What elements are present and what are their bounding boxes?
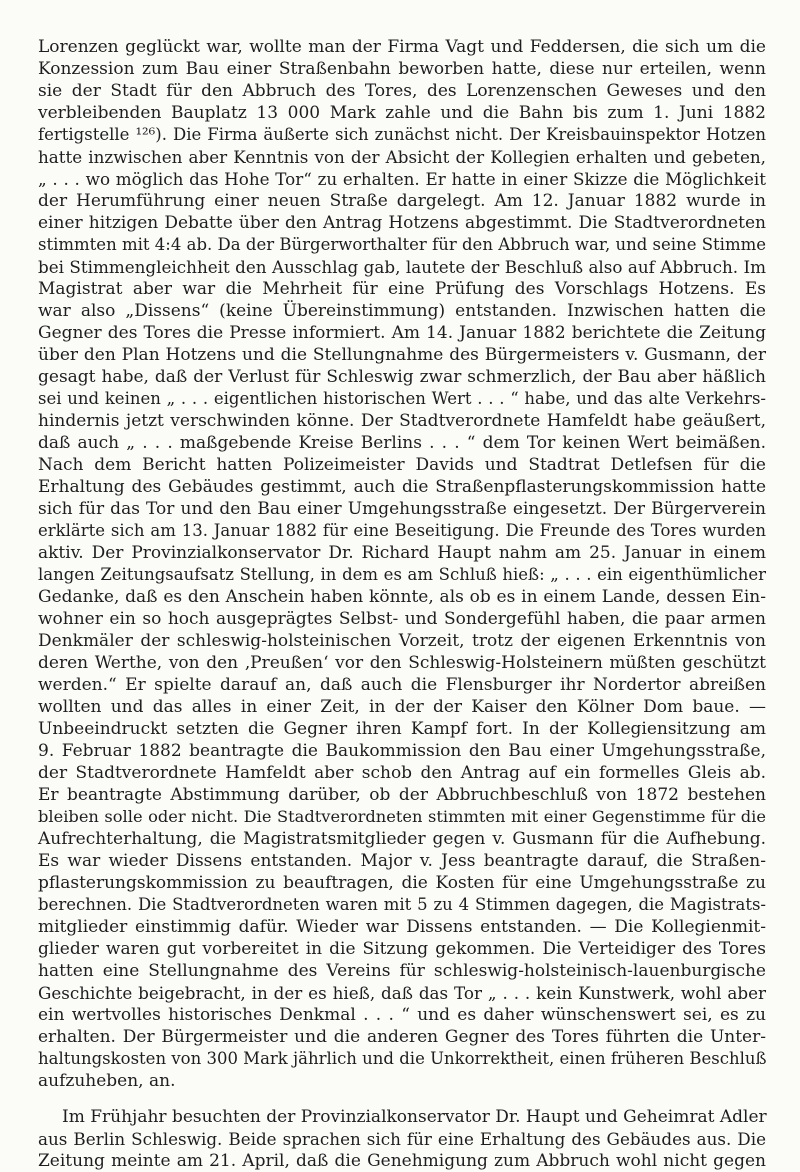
text-line: fertigstelle ¹²⁶). Die Firma äußerte sich zunächst nicht. Der Kreisbauinspektor Hotzen [38,125,766,144]
text-line: einer hitzigen Debatte über den Antrag Hotzens abgestimmt. Die Stadtverordneten [38,213,766,233]
text-line: Gedanke, daß es den Anschein haben könnte, als ob es in einem Lande, dessen Ein- [38,587,766,607]
text-line: wohner ein so hoch ausgeprägtes Selbst- und Sondergefühl haben, die paar armen [38,609,766,629]
text-line: Geschichte beigebracht, in der es hieß, daß das Tor „ . . . kein Kunstwerk, wohl aber [38,983,766,1003]
text-line: war also „Dissens“ (keine Übereinstimmung) entstanden. Inzwischen hatten die [38,301,766,321]
text-line: verbleibenden Bauplatz 13 000 Mark zahle und die Bahn bis zum 1. Juni 1882 [38,103,766,123]
text-line: Unbeeindruckt setzten die Gegner ihren Kampf fort. In der Kollegiensitzung am [38,719,766,739]
text-line: stimmten mit 4:4 ab. Da der Bürgerworthalter für den Abbruch war, und seine Stimme [38,235,766,254]
text-line: bei Stimmengleichheit den Ausschlag gab, lautete der Beschluß also auf Abbruch. Im [38,257,766,277]
text-line: Magistrat aber war die Mehrheit für eine Prüfung des Vorschlags Hotzens. Es [38,279,766,299]
text-line: hatte inzwischen aber Kenntnis von der Absicht der Kollegien erhalten und gebeten, [38,147,766,167]
text-line: Im Frühjahr besuchten der Provinzialkonservator Dr. Haupt und Geheimrat Adler [62,1107,767,1127]
text-line: pflasterungskommission zu beauftragen, die Kosten für eine Umgehungsstraße zu [38,873,766,893]
text-line: Es war wieder Dissens entstanden. Major v. Jess beantragte darauf, die Straßen- [38,851,766,871]
text-line: hindernis jetzt verschwinden könne. Der Stadtverordnete Hamfeldt habe geäußert, [38,411,766,431]
text-line: sie der Stadt für den Abbruch des Tores, des Lorenzenschen Geweses und den [38,81,766,101]
paragraph-1 [38,36,766,1092]
text-line: ein wertvolles historisches Denkmal . . . “ und es daher wünschenswert sei, es zu [38,1005,766,1025]
text-line: Lorenzen geglückt war, wollte man der Firma Vagt und Feddersen, die sich um die [38,37,766,57]
text-line: Nach dem Bericht hatten Polizeimeister Davids und Stadtrat Detlefsen für die [38,455,766,475]
text-line: Gegner des Tores die Presse informiert. Am 14. Januar 1882 berichtete die Zeitung [38,323,766,343]
text-line: der Herumführung einer neuen Straße dargelegt. Am 12. Januar 1882 wurde in [38,191,766,211]
text-line: wollten und das alles in einer Zeit, in der der Kaiser den Kölner Dom baue. — [38,697,766,717]
text-line: langen Zeitungsaufsatz Stellung, in dem es am Schluß hieß: „ . . . ein eigenthümlicher [38,565,766,584]
text-line: aufzuheben, an. [38,1071,176,1091]
text-line: bleiben solle oder nicht. Die Stadtverordneten stimmten mit einer Gegenstimme für die [38,807,766,826]
text-line: haltungskosten von 300 Mark jährlich und die Unkorrektheit, einen früheren Beschluß [38,1049,767,1068]
text-line: erhalten. Der Bürgermeister und die anderen Gegner des Tores führten die Unter- [38,1027,766,1047]
text-line: Zeitung meinte am 21. April, daß die Genehmigung zum Abbruch wohl nicht gegen [38,1151,766,1171]
text-line: daß auch „ . . . maßgebende Kreise Berlins . . . “ dem Tor keinen Wert beimäßen. [38,433,766,453]
text-line: Erhaltung des Gebäudes gestimmt, auch die Straßenpflasterungskommission hatte [38,477,766,497]
text-line: der Stadtverordnete Hamfeldt aber schob den Antrag auf ein formelles Gleis ab. [38,763,766,783]
paragraph-2 [38,1106,766,1172]
text-line: glieder waren gut vorbereitet in die Sitzung gekommen. Die Verteidiger des Tores [38,939,766,959]
text-line: Er beantragte Abstimmung darüber, ob der Abbruchbeschluß von 1872 bestehen [38,785,766,805]
text-line: deren Werthe, von den ‚Preußen‘ vor den Schleswig-Holsteinern müßten geschützt [38,653,766,673]
paragraph-gap [38,1092,766,1106]
text-line: Aufrechterhaltung, die Magistratsmitglieder gegen v. Gusmann für die Aufhebung. [38,829,766,849]
text-line: über den Plan Hotzens und die Stellungnahme des Bürgermeisters v. Gusmann, der [38,345,766,365]
text-line: aus Berlin Schleswig. Beide sprachen sich für eine Erhaltung des Gebäudes aus. Die [38,1129,766,1149]
text-line: „ . . . wo möglich das Hohe Tor“ zu erhalten. Er hatte in einer Skizze die Möglichkeit [38,169,766,189]
text-line: sich für das Tor und den Bau einer Umgehungsstraße eingesetzt. Der Bürgerverein [38,499,766,519]
text-line: Denkmäler der schleswig-holsteinischen Vorzeit, trotz der eigenen Erkenntnis von [38,631,766,651]
text-line: gesagt habe, daß der Verlust für Schleswig zwar schmerzlich, der Bau aber häßlich [38,367,766,387]
text-line: sei und keinen „ . . . eigentlichen historischen Wert . . . “ habe, und das alte Verkehrs- [38,389,766,408]
text-line: erklärte sich am 13. Januar 1882 für eine Beseitigung. Die Freunde des Tores wurden [38,521,766,540]
text-line: Konzession zum Bau einer Straßenbahn beworben hatte, diese nur erteilen, wenn [38,59,766,79]
text-line: werden.“ Er spielte darauf an, daß auch die Flensburger ihr Nordertor abreißen [38,675,766,695]
text-body [38,36,766,1172]
text-line: berechnen. Die Stadtverordneten waren mit 5 zu 4 Stimmen dagegen, die Magistrats- [38,895,766,914]
text-line: hatten eine Stellungnahme des Vereins für schleswig-holsteinisch-lauenburgische [38,961,766,981]
text-line: mitglieder einstimmig dafür. Wieder war Dissens entstanden. — Die Kollegienmit- [38,917,766,937]
text-line: aktiv. Der Provinzialkonservator Dr. Richard Haupt nahm am 25. Januar in einem [38,543,766,563]
text-line: 9. Februar 1882 beantragte die Baukommission den Bau einer Umgehungsstraße, [38,741,766,761]
